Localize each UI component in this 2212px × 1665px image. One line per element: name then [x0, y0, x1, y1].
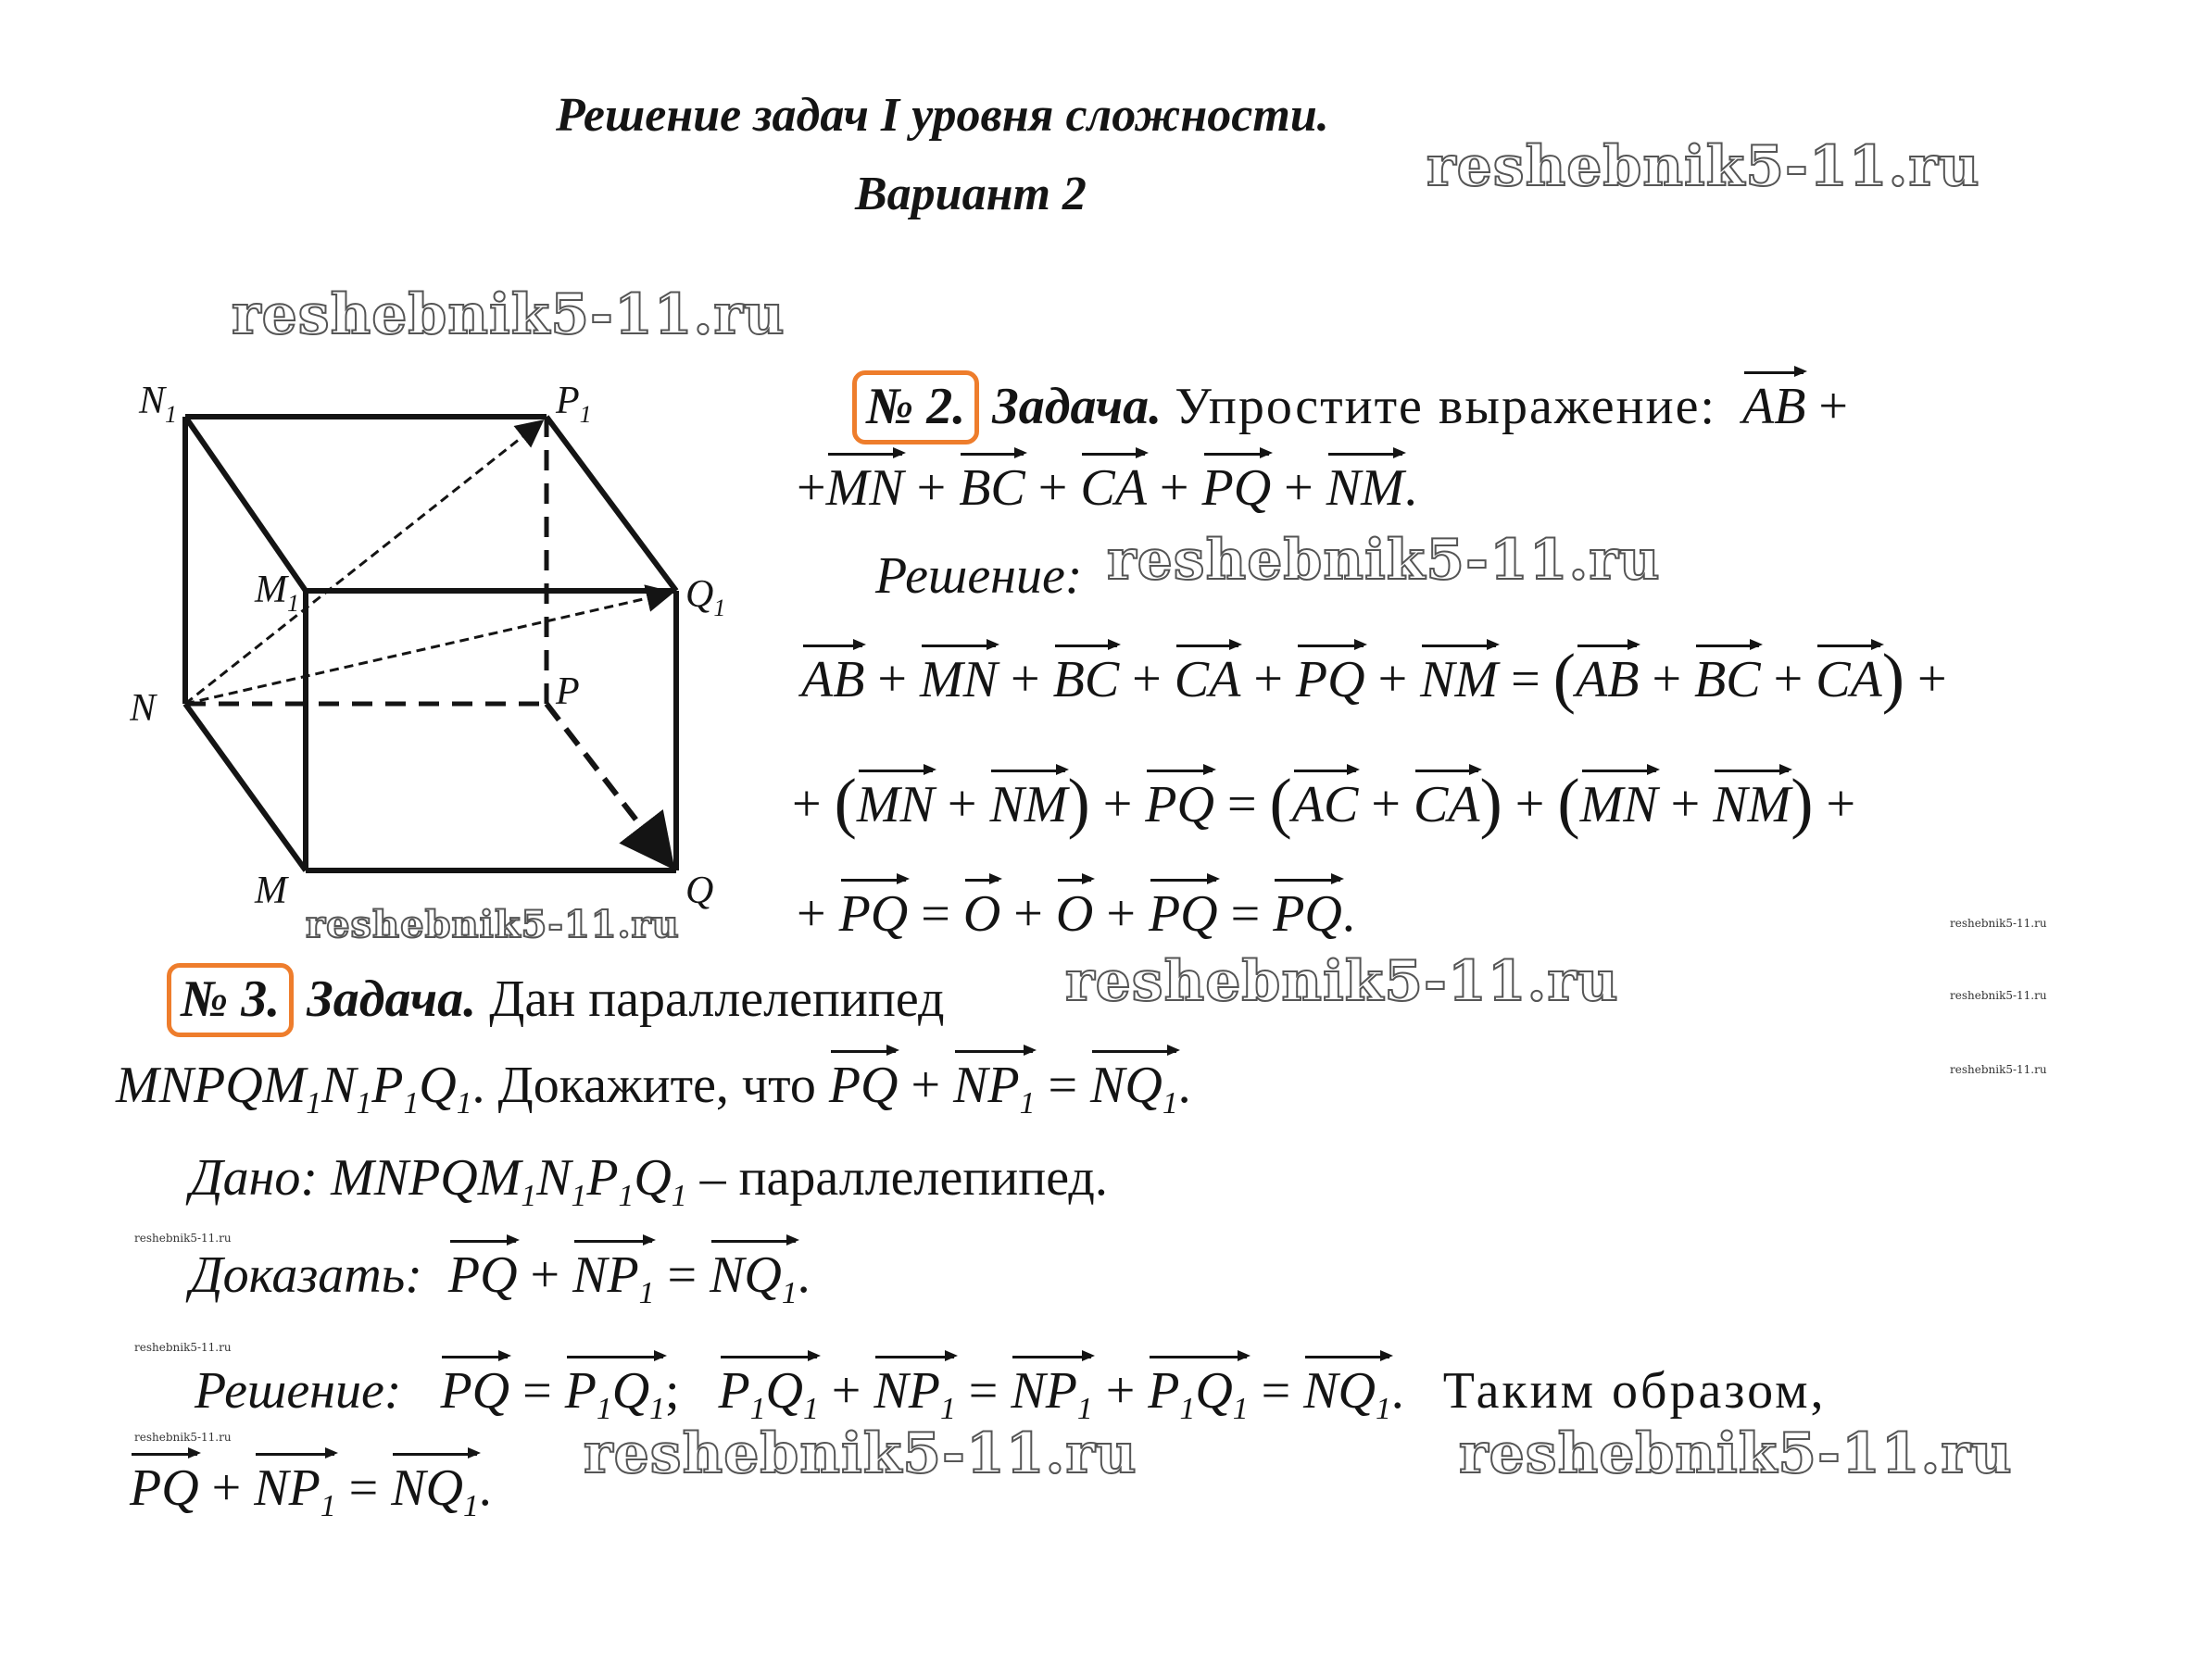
watermark: reshebnik5-11.ru	[1426, 134, 1980, 199]
watermark-small: reshebnik5-11.ru	[134, 1431, 232, 1444]
label-n: N	[130, 687, 157, 730]
problem2-solution-line2: + (MN + NM) + PQ = (AC + CA) + (MN + NM) +	[792, 765, 1856, 840]
parallelepiped-figure	[130, 380, 741, 935]
problem2-task-text: Упростите выражение:	[1175, 378, 1716, 435]
problem3-conclusion: PQ + $NP_1 = NQ_1$.	[130, 1459, 492, 1524]
watermark: reshebnik5-11.ru	[1459, 1421, 2013, 1486]
watermark: reshebnik5-11.ru	[1065, 949, 1619, 1014]
problem2-expression: +MN + BC + CA + PQ + NM.	[797, 459, 1417, 517]
watermark-small: reshebnik5-11.ru	[1950, 989, 2047, 1002]
label-q1: $Q_1$	[685, 573, 726, 621]
problem2-number: № 2.	[852, 370, 979, 444]
label-m: M	[255, 870, 287, 912]
label-q: Q	[685, 870, 714, 912]
watermark-small: reshebnik5-11.ru	[1950, 1063, 2047, 1076]
watermark-small: reshebnik5-11.ru	[134, 1341, 232, 1354]
label-m1: $M_1$	[255, 569, 299, 617]
label-n1: $N_1$	[139, 380, 178, 428]
vector-pq	[547, 704, 672, 866]
watermark-small: reshebnik5-11.ru	[134, 1232, 232, 1245]
problem3-statement-cont: $MNPQM_1N_1P_1Q_1$. Докажите, что PQ + $NP_1 = NQ_1$.	[116, 1057, 1191, 1121]
watermark: reshebnik5-11.ru	[232, 282, 786, 347]
label-p1: $P_1$	[556, 380, 592, 428]
problem3-number: № 3.	[167, 963, 294, 1037]
variant-title: Вариант 2	[855, 168, 1087, 220]
problem2-solution-line1: AB + MN + BC + CA + PQ + NM = (AB + BC + CA) +	[801, 640, 1947, 715]
label-p: P	[556, 670, 580, 713]
problem2-statement: № 2. Задача. Упростите выражение: AB +	[852, 370, 1848, 444]
vector-arrows	[185, 421, 672, 704]
problem3-statement	[167, 963, 944, 1037]
watermark-small: reshebnik5-11.ru	[1950, 917, 2047, 930]
solid-edges	[185, 417, 676, 870]
watermark: reshebnik5-11.ru	[1107, 528, 1661, 593]
problem3-task-label: Задача.	[307, 970, 477, 1028]
problem3-solution: Решение: PQ = $P_1Q_1$; $P_1Q_1 + NP_1 = NP_1 + P_1Q_1 = NQ_1$. Таким образом,	[195, 1362, 1827, 1427]
problem3-given: Дано: $MNPQM_1N_1P_1Q_1$ – параллелепипед.	[190, 1149, 1108, 1214]
problem2-task-label: Задача.	[992, 378, 1163, 435]
watermark: reshebnik5-11.ru	[306, 903, 680, 946]
watermark: reshebnik5-11.ru	[584, 1421, 1137, 1486]
problem3-task-text: Дан параллелепипед	[489, 970, 945, 1028]
problem3-prove: Доказать: PQ + $NP_1 = NQ_1$.	[190, 1246, 811, 1311]
page-title: Решение задач I уровня сложности.	[556, 89, 1329, 142]
problem2-solution-line3: + PQ = O + O + PQ = PQ.	[797, 885, 1355, 943]
problem2-solution-label: Решение:	[875, 547, 1083, 605]
